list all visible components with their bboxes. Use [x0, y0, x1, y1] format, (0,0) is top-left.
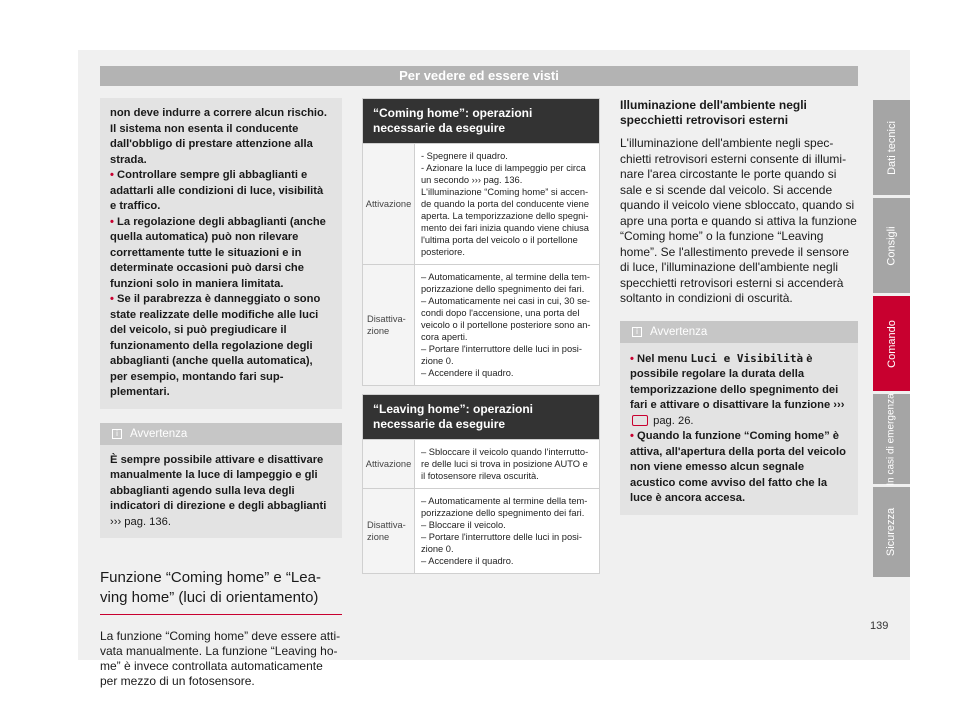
row-value: - Spegnere il quadro. - Azionare la luce di lampeggio per circa un secondo ››› pag. 136. L'illuminazione “Coming home” si accende quando la porta del conducente viene aperta. La temporizzazione dello spegnimento dei fari inizia quando viene chiusa l'ultima porta del veicolo o il portellone posteriore. [421, 151, 589, 257]
avvertenza-bullet: • Nel menu Luci e Visibilità è possibile regolare la durata della temporizzazione dello spegnimento dei fari e attivare o disattivare la funzione ››› pag. 26. [630, 351, 845, 427]
table-row [363, 488, 599, 573]
tab-consigli[interactable]: Consigli [873, 198, 910, 293]
bullet-icon: • [630, 430, 638, 442]
coming-home-table [362, 98, 600, 386]
leaving-home-table [362, 394, 600, 574]
avvertenza-body [620, 343, 858, 515]
page-reference-link[interactable]: ››› pag. 136. [110, 515, 171, 528]
bullet-icon: • [110, 293, 118, 305]
page-reference-link[interactable]: pag. 26. [653, 414, 694, 427]
row-label: Attivazione [363, 144, 415, 264]
tab-comando[interactable]: Comando [873, 296, 910, 391]
row-value: – Automaticamente al termine della temporizzazione dello spegnimento dei fari. – Bloccare il veicolo. – Portare l'interruttore delle luci in posizione 0. – Accendere il quadro. [421, 496, 588, 566]
bullet-icon: • [110, 215, 118, 228]
row-value: – Automaticamente, al termine della temporizzazione dello spegnimento dei fari. – Automaticamente nei casi in cui, 30 secondi dopo l'accensione, una porta del veicolo o il portellone posteriore sono ancora aperti. – Portare l'interruttore delle luci in posizione 0. – Accendere il quadro. [421, 272, 591, 378]
section-body: La funzione “Coming home” deve essere attivata manualmente. La funzione “Leaving home” è invece controllata automaticamente per mezzo di un fotosensore. [100, 629, 341, 688]
book-icon [632, 415, 648, 426]
row-label: Disattivazione [363, 265, 415, 385]
table-row [363, 143, 599, 264]
tab-sicurezza[interactable]: Sicurezza [873, 487, 910, 577]
table-row [363, 264, 599, 385]
row-label: Disattivazione [363, 489, 415, 573]
warning-bullet: • Controllare sempre gli abbaglianti e adattarli alle condizioni di luce, visibilità e traffico. [110, 169, 324, 212]
warning-bullet: • La regolazione degli abbaglianti (anche quella automatica) può non rilevare correttamente tutte le situazioni e in determinate occasioni può darsi che funzioni solo in maniera limitata. [110, 215, 326, 290]
section-title: Funzione “Coming home” e “Leaving home” (luci di orientamento) [100, 568, 342, 615]
info-icon: i [112, 429, 122, 439]
bullet-icon: • [110, 169, 118, 181]
avvertenza-body: È sempre possibile attivare e disattivare manualmente la luce di lampeggio e gli abbaglianti agendo sulla leva degli indicatori di direzione e degli abbaglianti ››› pag. 136. [110, 453, 327, 528]
right-body: L'illuminazione dell'ambiente negli specchietti retrovisori esterni consente di illuminare l'area circostante le porte quando si sale e si scende dal veicolo. Si accende quando il veicolo viene sbloccato, quando si apre una porta e quando si attiva la funzione “Coming home” o la funzione “Leaving home”. Se l'allestimento prevede il sensore di luce, l'illuminazione dell'ambiente negli specchietti retrovisori esterni si accenderà soltanto in condizioni di oscurità. [620, 136, 857, 305]
right-heading: Illuminazione dell'ambiente negli specchietti retrovisori esterni [620, 98, 807, 127]
left-column [100, 98, 342, 689]
menu-name: Luci e Visibilità [690, 351, 804, 365]
tab-casi-di-emergenza[interactable]: In casi di emergenza [873, 394, 910, 484]
chapter-tabs [873, 100, 910, 580]
tab-dati-tecnici[interactable]: Dati tecnici [873, 100, 910, 195]
avvertenza-header: i Avvertenza [100, 423, 342, 445]
bullet-icon: • [630, 352, 638, 365]
right-column [620, 98, 858, 515]
avvertenza-header: i Avvertenza [620, 321, 858, 343]
table-title: “Leaving home”: operazioni necessarie da eseguire [363, 395, 599, 439]
table-title: “Coming home”: operazioni necessarie da eseguire [363, 99, 599, 143]
avvertenza-box [620, 321, 858, 515]
info-icon: i [632, 327, 642, 337]
warning-intro: non deve indurre a correre alcun rischio. Il sistema non esenta il conducente dall'obbligo di prestare attenzione alla strada. [110, 107, 327, 166]
middle-column [362, 98, 600, 574]
avvertenza-bullet: • Quando la funzione “Coming home” è attiva, all'apertura della porta del veicolo non viene emesso alcun segnale acustico come avviso del fatto che la luce è ancora accesa. [630, 430, 846, 504]
page-header: Per vedere ed essere visti [100, 66, 858, 86]
avvertenza-box [100, 423, 342, 539]
warning-box [100, 98, 342, 409]
row-label: Attivazione [363, 440, 415, 488]
table-row [363, 439, 599, 488]
row-value: – Sbloccare il veicolo quando l'interruttore delle luci si trova in posizione AUTO e il fotosensore rileva oscurità. [421, 447, 589, 481]
warning-bullet: • Se il parabrezza è danneggiato o sono state realizzate delle modifiche alle luci del veicolo, si può pregiudicare il funzionamento della regolazione degli abbaglianti (anche quella automatica), per esempio, montando fari supplementari. [110, 293, 321, 398]
page-number: 139 [870, 620, 889, 632]
